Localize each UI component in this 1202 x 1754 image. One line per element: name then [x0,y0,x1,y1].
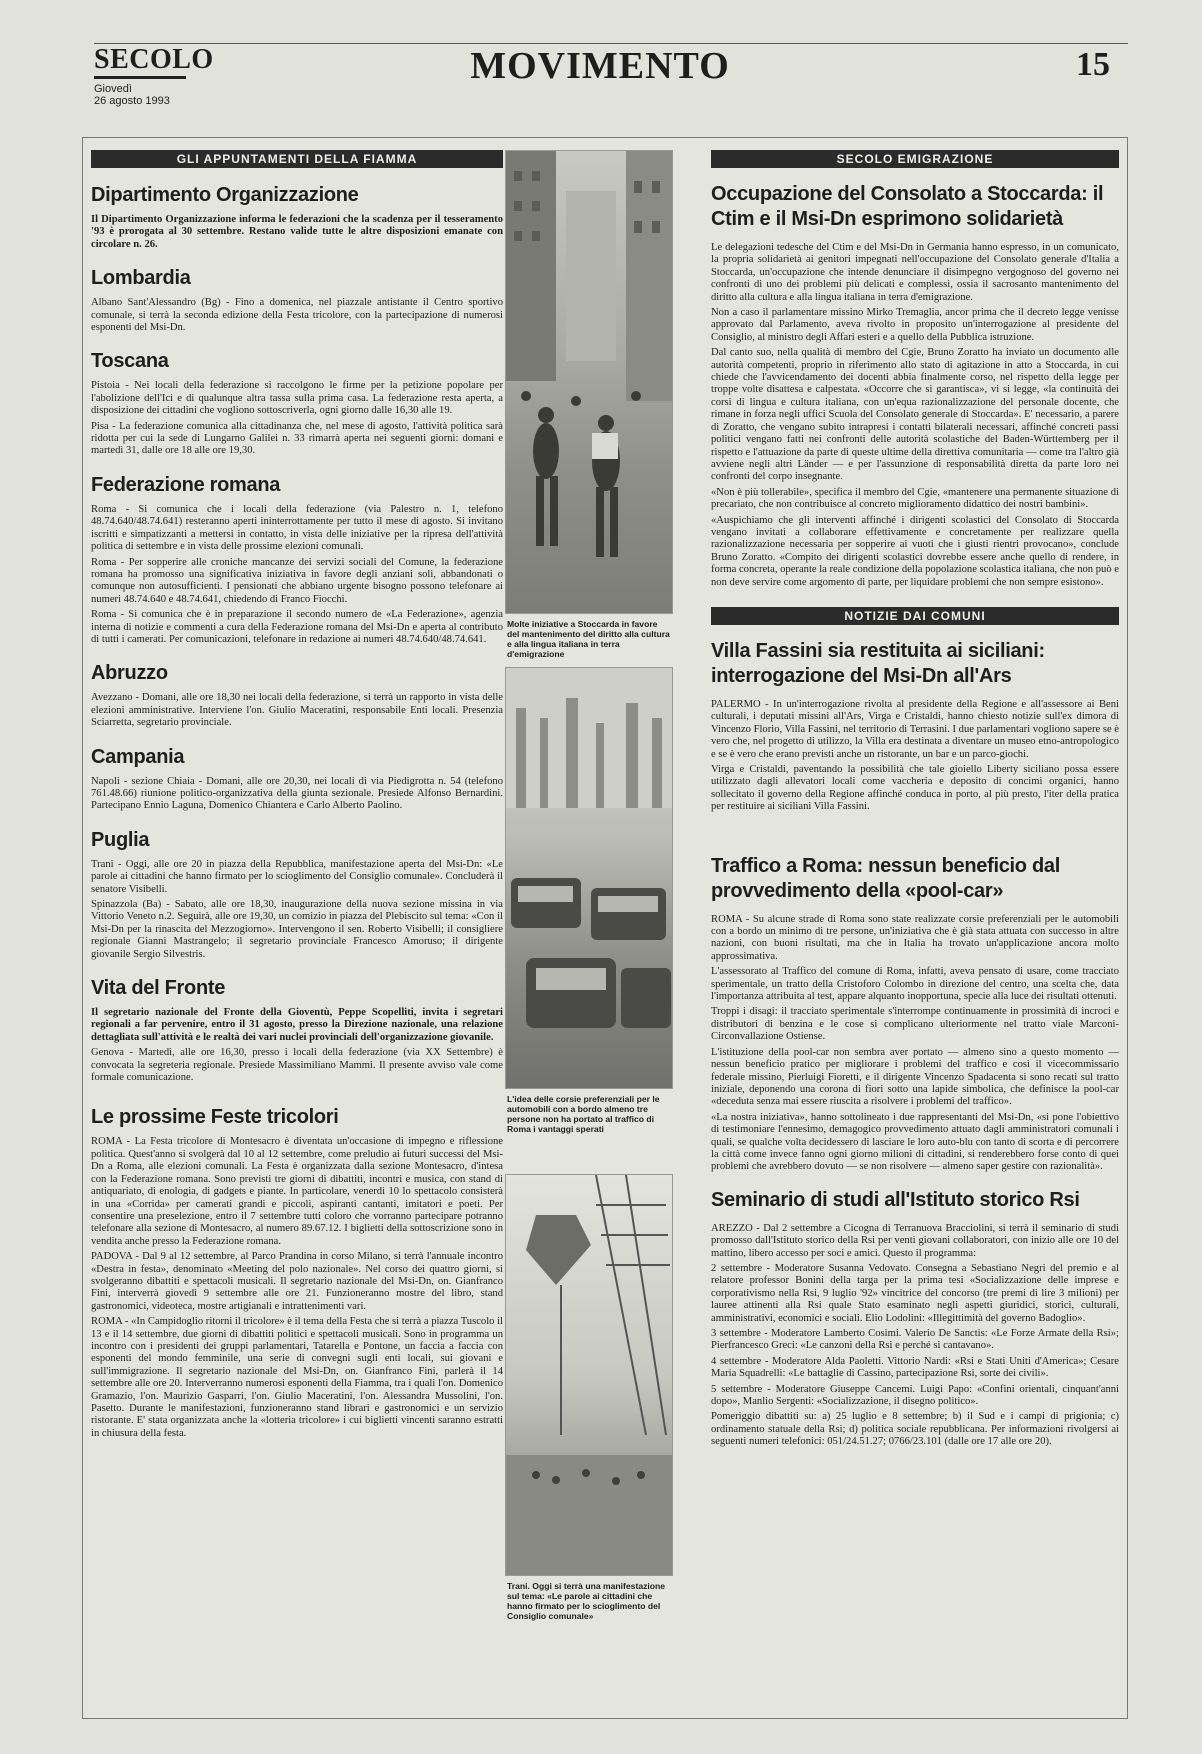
text-abruzzo: Avezzano - Domani, alle ore 18,30 nei locali della federazione, si terrà un rapporto in vista delle elezioni amministrative. Interviene l'on. Giulio Maceratini, responsabile Enti locali. Presenzia Sciarretta, segretario provinciale. [91,692,503,729]
photo-column [505,138,671,1621]
text-emig-3: Dal canto suo, nella qualità di membro del Cgie, Bruno Zoratto ha inviato un documento alle autorità competenti, proprio in riferimento allo stato di agitazione in atto a Stoccarda, in cui chiede che l'avvicendamento dei docenti abbia finalmente corso, nel rispetto della legge per troppe volte disattesa e calpestata. «Occorre che si garantisca», vi si legge, «la continuità dei corsi di lingua e cultura italiana, con un'equa razionalizzazione del personale docente, che rimane in forza negli uffici Scuola del Consolato generale di Stoccarda». E' necessario, a parere di Zoratto, che vengano subito intrapresi i contatti bilaterali necessari, affinché concreti passi politici vengano fatti nei confronti delle autorità scolastiche del Baden-Württemberg per il rispetto e l'attuazione da parte di queste ultime della direttiva comunitaria — come tra l'altro già avviene negli altri Länder — e per l'assunzione di responsabilità diretta da parte loro nei confronti del corpo insegnante. [711,347,1119,483]
text-toscana-pistoia: Pistoia - Nei locali della federazione si raccolgono le firme per la petizione popolare per l'abolizione dell'Ici e di qualunque altra tassa sulla prima casa. La federazione resta aperta, a disposizione dei cittadini che vogliono sottoscriverla, ogni giorno dalle 16,30 alle 19. [91,380,503,417]
section-title: MOVIMENTO [470,45,730,87]
heading-campania: Campania [91,745,185,768]
text-roma-1: Roma - Si comunica che i locali della federazione (via Palestro n. 1, telefono 48.74.640/48.74.641) resteranno aperti ininterrottamente per tutto il mese di agosto. Si invitano iscritti e simpatizzanti a mettersi in contatto, in vista delle iniziative per la ripresa dell'attività politica di settembre e in vista delle prossime elezioni comunali. [91,503,503,553]
text-traffico-3: Troppi i disagi: il tracciato sperimentale s'interrompe continuamente in prossimità di incroci e distributori di benzina e le cose si complicano ulteriormente nel tratto viale Marconi-Circonvallazione Ostiense. [711,1006,1119,1043]
headline-seminario: Seminario di studi all'Istituto storico Rsi [711,1188,1080,1211]
traffic-scene-illustration [506,668,672,1088]
issue-day: Giovedì [94,83,132,95]
text-sem-4: 4 settembre - Moderatore Alda Paoletti. Vittorio Nardi: «Rsi e Stati Uniti d'America»; Cesare Maria Squadrelli: «Le battaglie di Cassino, partecipazione Rsi, sorte dei civili». [711,1355,1119,1380]
harbour-scene-illustration [506,1175,672,1575]
section-bar-appuntamenti: GLI APPUNTAMENTI DELLA FIAMMA [91,150,503,168]
caption-trani: Trani. Oggi si terrà una manifestazione sul tema: «Le parole ai cittadini che hanno firmato per lo scioglimento del Consiglio comunale» [507,1581,666,1621]
article-frame [82,137,1128,1719]
caption-traffic: L'idea delle corsie preferenziali per le automobili con a bordo almeno tre persone non ha portato al traffico di Roma i vantaggi sperati [507,1094,660,1134]
text-traffico-1: ROMA - Su alcune strade di Roma sono state realizzate corsie preferenziali per le automobili con a bordo un minimo di tre persone, un'iniziativa che è già stata attuata con successo in altre nazioni, con buoni risultati, ma che in Italia ha trovato un'applicazione ancora molto approssimativa. [711,913,1119,962]
text-vita-fronte: Il segretario nazionale del Fronte della Gioventù, Peppe Scopelliti, invita i segretari regionali a far pervenire, entro il 31 agosto, presso la Direzione nazionale, una relazione dettagliata sull'attività e le realtà dei vari nuclei provinciali dell'organizzazione giovanile. [91,1007,503,1043]
street-scene-illustration [506,151,672,613]
text-sem-3: 3 settembre - Moderatore Lamberto Cosimi. Valerio De Sanctis: «Le Forze Armate della Rsi»; Pierfrancesco Greci: «Le canzoni della Rsi e perché si cantavano». [711,1328,1119,1352]
text-emig-1: Le delegazioni tedesche del Ctim e del Msi-Dn in Germania hanno espresso, in un comunicato, la propria solidarietà ai genitori impegnati nell'occupazione del Consolato generale d'Italia a Stoccarda, un'occupazione che intende denunciare il disimpegno vergognoso del governo nei confronti di uno dei problemi più delicati e complessi, ossia il sacrosanto mantenimento del diritto alla cultura e alla lingua italiana in terra d'emigrazione. [711,242,1119,303]
right-column [711,138,1119,1452]
section-bar-emigrazione: SECOLO EMIGRAZIONE [711,150,1119,168]
heading-abruzzo: Abruzzo [91,662,168,685]
text-puglia-spinazzola: Spinazzola (Ba) - Sabato, alle ore 18,30, inaugurazione della nuova sezione missina in via Vittorio Veneto n.2. Seguirà, alle ore 19,30, un comizio in piazza del Plebiscito sul tema: «Con il Msi-Dn per la rinascita del Mezzogiorno». Intervengono il sen. Roberto Visibelli; il consigliere regionale Gianni Mastrangelo; il segretario provinciale Francesco Amoruso; il dirigente giovanile Sergio Silvestris. [91,899,503,960]
left-column [91,138,503,1443]
headline-traffico: Traffico a Roma: nessun beneficio dal provvedimento della «pool-car» [711,854,1060,902]
text-sem-2: 2 settembre - Moderatore Susanna Vedovato. Consegna a Sebastiano Negri del premio e al relatore professor Bonini della targa per la prima tesi «Socializzazione delle imprese e corporativismo nella Rsi, 9 luglio '92» vincitrice del concorso (tre premi di lire 3 milioni) per lauree attinenti alla Rsi quale Stato esaminato negli aspetti giuridici, storici, culturali, amministrativi, economici e sociali. Elio Lodolini: «Illegittimità del governo Badoglio». [711,1262,1119,1324]
text-villa-2: Virga e Cristaldi, paventando la possibilità che tale gioiello Liberty siciliano possa essere utilizzato dagli allevatori locali come vaccheria e deposito di concimi organici, hanno sollecitato il governo della Regione affinché conduca in porto, al più presto, l'iter della pratica per restituire ai siciliani Villa Fassini. [711,764,1119,813]
text-traffico-2: L'assessorato al Traffico del comune di Roma, infatti, aveva pensato di usare, come tracciato sperimentale, un tratto della Cristoforo Colombo in direzione del centro, una scelta che, data l'importanza attribuita al test, appare alquanto inopportuna, specie alla luce dei risultati ottenuti. [711,966,1119,1003]
text-feste-roma-tuscolo: ROMA - «In Campidoglio ritorni il tricolore» è il tema della Festa che si terrà a piazza Tuscolo il 13 e il 14 settembre, due giorni di dibattiti politici e spettacoli musicali. Sono in programma un incontro con i presidenti dei gruppi parlamentari, Tatarella e Pontone, un faccia a faccia con esponenti del mondo femminile, una serie di convegni sugli enti locali, sui giovani e sull'immigrazione. Il segretario nazionale del Msi-Dn, on. Gianfranco Fini, parlerà il 14 settembre alle ore 20. Interverranno numerosi esponenti della Fiamma, tra i quali l'on. Domenico Gramazio, l'on. Maurizio Gasparri, l'on. Giulio Maceratini, l'on. Alessandra Mussolini, l'on. Pasetto. Durante le manifestazioni, funzioneranno stand librari e gastronomici e un servizio ristorante. E' stata organizzata anche la «lotteria tricolore» i cui biglietti vincenti saranno estratti in chiusura della festa. [91,1316,503,1439]
heading-dipartimento: Dipartimento Organizzazione [91,184,359,206]
issue-date-text: 26 agosto 1993 [94,95,170,107]
text-sem-6: Pomeriggio dibattiti su: a) 25 luglio e 8 settembre; b) il Sud e i campi di prigionia; c) ordinamento statuale della Rsi; d) politica sociale repubblicana. Per informazioni rivolgersi ai seguenti numeri telefonici: 051/24.51.27; 0766/23.101 (dalle ore 17 alle ore 20). [711,1411,1119,1448]
photo-traffic-rome [505,667,673,1089]
text-emig-5: «Auspichiamo che gli interventi affinché i dirigenti scolastici del Consolato di Stoccarda vengano invitati a collaborare effettivamente e concretamente per realizzare quella razionalizzazione necessaria per sopperire ai vuoti che i giusti rientri provocano», conclude Bruno Zoratto. «Compito dei dirigenti scolastici dovrebbe essere anche quello di rendere, in forma concreta, operante la reale condizione della popolazione scolastica italiana, che non può e non deve servire come argomento di parte, per liquidare problemi che non sempre esistono». [711,514,1119,588]
text-roma-2: Roma - Per sopperire alle croniche mancanze dei servizi sociali del Comune, la federazione romana ha promosso una significativa iniziativa in favore degli anziani soli, abbandonati o comunque non autosufficienti. I pensionati che abbiano urgente bisogno possono telefonare ai numeri 48.74.640 e 48.74.641, chiedendo di Franco Fiocchi. [91,556,503,605]
heading-vita-del-fronte: Vita del Fronte [91,977,226,1000]
photo-trani-harbour [505,1174,673,1576]
photo-stoccarda-street [505,150,673,614]
headline-stoccarda: Occupazione del Consolato a Stoccarda: il Ctim e il Msi-Dn esprimono solidarietà [711,183,1104,230]
text-emig-2: Non a caso il parlamentare missino Mirko Tremaglia, ancor prima che il decreto legge venisse approvato dal Parlamento, aveva rivolto in proposito un'interrogazione al presidente del Consiglio, al ministro degli Affari esteri e a quello della Pubblica istruzione. [711,307,1119,343]
text-lombardia: Albano Sant'Alessandro (Bg) - Fino a domenica, nel piazzale antistante il Centro sportivo comunale, si terrà la seconda edizione della Festa tricolore, con la partecipazione di numerosi esponenti del Msi-Dn. [91,297,503,334]
heading-toscana: Toscana [91,350,169,373]
text-puglia-trani: Trani - Oggi, alle ore 20 in piazza della Repubblica, manifestazione aperta del Msi-Dn: «Le parole ai cittadini che hanno firmato per lo scioglimento del Consiglio comunale». Concluderà il senatore Visibelli. [91,858,503,895]
text-sem-1: AREZZO - Dal 2 settembre a Cicogna di Terranuova Bracciolini, si terrà il seminario di studi promosso dall'Istituto storico della Rsi per venti giovani collaboratori, con inizio alle ore 10 del mattino, libero accesso per soci e amici. Questo il programma: [711,1222,1119,1259]
text-roma-3: Roma - Si comunica che è in preparazione il secondo numero de «La Federazione», agenzia interna di notizie e commenti a cura della Federazione romana del Msi-Dn e aperta al contributo di tutti i camerati. Per comunicazioni, telefonare in redazione ai numeri 48.74.640/48.74.641. [91,609,503,645]
text-sem-5: 5 settembre - Moderatore Giuseppe Cancemi. Luigi Papo: «Confini orientali, cinquant'anni dopo», Manlio Sergenti: «Socializzazione, il disegno politico». [711,1383,1119,1408]
text-campania: Napoli - sezione Chiaia - Domani, alle ore 20,30, nei locali di via Piedigrotta n. 54 (telefono 761.48.66) riunione politico-organizzativa della giunta sezionale. Presiede Alfonso Bernardini. Partecipano Ennio Laguna, Domenico Chiantera e Carlo Alberto Paolino. [91,775,503,812]
text-villa-1: PALERMO - In un'interrogazione rivolta al presidente della Regione e all'assessore ai Beni culturali, i deputati missini all'Ars, Virga e Cristaldi, hanno chiesto notizie sull'ex dimora di Vincenzo Florio, Villa Fassini, nel territorio di Terrasini. I due parlamentari vogliono sapere se è vero che, nel progetto di utilizzo, la Villa era destinata a diventare un museo etno-antropologico e se è vero che erano previsti anche un ristorante, un bar e un parco-giochi. [711,698,1119,760]
heading-lombardia: Lombardia [91,267,191,290]
heading-puglia: Puglia [91,828,150,851]
heading-federazione-romana: Federazione romana [91,473,281,496]
text-feste-roma-montesacro: ROMA - La Festa tricolore di Montesacro è diventata un'occasione di impegno e riflessione politica. Quest'anno si svolgerà dal 10 al 12 settembre, come preludio ai futuri successi del Msi-Dn a Roma, alle elezioni comunali. La Festa è organizzata dalla sezione Montesacro, d'intesa con la Federazione romana. Sono previsti tre giorni di dibattiti, incontri e musica, con stand di antiquariato, di enologia, di gadgets e piante. In particolare, venerdì 10 lo spettacolo consisterà in una «Corrida» per camerati grandi e piccoli, aspiranti cantanti, imitatori e poeti. Per consentire una preselezione, entro il 7 settembre tutti coloro che vorranno partecipare potranno telefonare alla sezione di Montesacro, al numero 89.67.12. I biglietti della sottoscrizione sono in vendita anche presso la Federazione romana. [91,1136,503,1247]
heading-feste-tricolori: Le prossime Feste tricolori [91,1106,339,1129]
caption-stoccarda: Molte iniziative a Stoccarda in favore del mantenimento del diritto alla cultura e alla lingua italiana in terra d'emigrazione [507,619,670,659]
section-bar-comuni: NOTIZIE DAI COMUNI [711,607,1119,625]
text-emig-4: «Non è più tollerabile», specifica il membro del Cgie, «mantenere una permanente situazione di precariato, che non contribuisce al concreto miglioramento didattico dei nostri bambini». [711,486,1119,511]
headline-villa-fassini: Villa Fassini sia restituita ai siciliani: interrogazione del Msi-Dn all'Ars [711,639,1045,687]
brand-underline [94,76,186,79]
text-toscana-pisa: Pisa - La federazione comunica alla cittadinanza che, nel mese di agosto, l'attività politica sarà ridotta per cui la sede di Lungarno Galilei n. 33 rimarrà aperta nei seguenti giorni: domani e martedì 31, dalle ore 18 alle ore 19,30. [91,420,503,457]
text-genova: Genova - Martedì, alle ore 16,30, presso i locali della federazione (via XX Settembre) è convocata la segreteria regionale. Presiede Massimiliano Mammi. Il presente avviso vale come formale comunicazione. [91,1047,503,1084]
page-header [0,0,1202,125]
masthead-brand: SECOLO [94,44,214,75]
text-traffico-4: L'istituzione della pool-car non sembra aver portato — almeno sino a questo momento — nessun beneficio pratico per migliorare i problemi del traffico e così il vicecommissario federale missino, Pierluigi Fioretti, e il dirigente Vincenzo Spadacenta si sono recati sul tratto iniziale, deponendo una corona di fiori sotto una lapide simbolica, che definisce la pool-car «deceduta senza mai essere riuscita a risolvere i problemi del traffico». [711,1046,1119,1108]
text-feste-padova: PADOVA - Dal 9 al 12 settembre, al Parco Prandina in corso Milano, si terrà l'annuale incontro «Destra in festa», denominato «Meeting del polo nazionale». Nel corso dei quattro giorni, si svolgeranno dibattiti e spettacoli musicali. Il segretario nazionale del Msi-Dn, on. Gianfranco Fini, interverrà giovedì 9 settembre alle ore 21. Funzioneranno mostre del libro, stand gastronomici, videoteca, mostre artigianali e intrattenimenti vari. [91,1251,503,1312]
text-traffico-5: «La nostra iniziativa», hanno sottolineato i due rappresentanti del Msi-Dn, «si pone l'obiettivo di testimoniare l'ennesimo, demagogico provvedimento attuato dagli amministratori comunali i quali, se qualche volta decidessero di lasciare le loro auto-blu con tanto di scorta e di percorrere la città come invece fanno ogni giorno milioni di cittadini, si renderebbero forse conto di quei problemi che avrebbero dovuto — se non risolvere — almeno saper gestire con razionalità». [711,1111,1119,1173]
issue-date [94,83,170,107]
text-dipartimento: Il Dipartimento Organizzazione informa le federazioni che la scadenza per il tesseramento '93 è prorogata al 30 settembre. Restano valide tutte le altre disposizioni emanate con circolare n. 26. [91,214,503,250]
page-number: 15 [1076,46,1110,83]
